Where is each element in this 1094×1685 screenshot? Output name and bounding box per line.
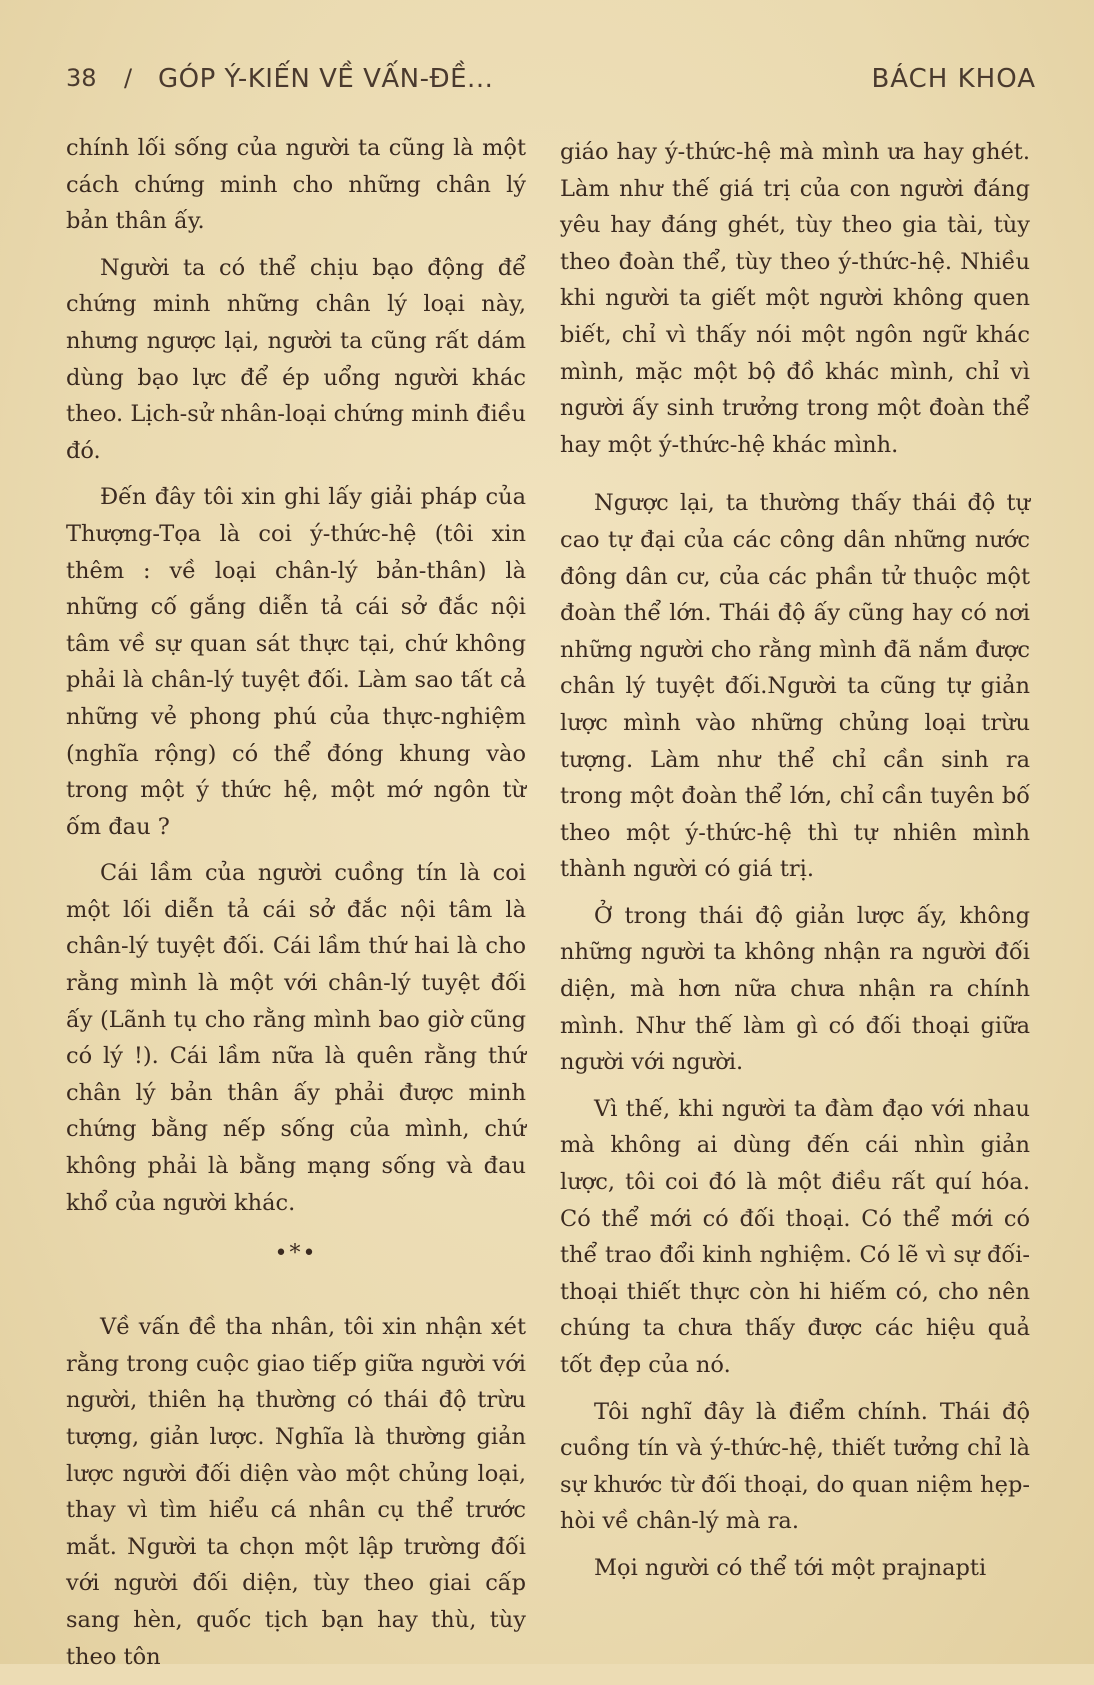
- magazine-name: BÁCH KHOA: [871, 64, 1036, 94]
- right-column: [560, 134, 1030, 1597]
- paragraph: Mọi người có thể tới một prajnapti: [594, 1554, 987, 1581]
- paragraph: Người ta có thể chịu bạo động để chứng minh những chân lý loại này, nhưng ngược lại, người ta cũng rất dám dùng bạo lực để ép uổng người khác theo. Lịch-sử nhân-loại chứng minh điều đó.: [66, 254, 526, 464]
- paragraph: Ngược lại, ta thường thấy thái độ tự cao tự đại của các công dân những nước đông dân cư, của các phần tử thuộc một đoàn thể lớn. Thái độ ấy cũng hay có nơi những người cho rằng mình đã nắm được chân lý tuyệt đối.Người ta cũng tự giản lược mình vào những chủng loại trừu tượng. Làm như thể chỉ cần sinh ra trong một đoàn thể lớn, chỉ cần tuyên bố theo một ý-thức-hệ thì tự nhiên mình thành người có giá trị.: [560, 490, 1030, 883]
- paragraph: Đến đây tôi xin ghi lấy giải pháp của Thượng-Tọa là coi ý-thức-hệ (tôi xin thêm : về loại chân-lý bản-thân) là những cố gắng diễn tả cái sở đắc nội tâm về sự quan sát thực tại, chứ không phải là chân-lý tuyệt đối. Làm sao tất cả những vẻ phong phú của thực-nghiệm (nghĩa rộng) có thể đóng khung vào trong một ý thức hệ, một mớ ngôn từ ốm đau ?: [66, 484, 526, 840]
- section-divider: •*•: [274, 1241, 318, 1267]
- running-header: [66, 60, 1036, 100]
- paragraph: chính lối sống của người ta cũng là một cách chứng minh cho những chân lý bản thân ấy.: [66, 135, 526, 235]
- paragraph: Ở trong thái độ giản lược ấy, không những người ta không nhận ra người đối diện, mà hơn nữa chưa nhận ra chính mình. Như thế làm gì có đối thoại giữa người với người.: [560, 902, 1030, 1076]
- paragraph: Vì thế, khi người ta đàm đạo với nhau mà không ai dùng đến cái nhìn giản lược, tôi coi đó là một điều rất quí hóa. Có thể mới có đối thoại. Có thể mới có thể trao đổi kinh nghiệm. Có lẽ vì sự đối-thoại thiết thực còn hi hiếm có, cho nên chúng ta chưa thấy được các hiệu quả tốt đẹp của nó.: [560, 1095, 1030, 1378]
- paragraph: Cái lầm của người cuồng tín là coi một lối diễn tả cái sở đắc nội tâm là chân-lý tuyệt đối. Cái lầm thứ hai là cho rằng mình là một với chân-lý tuyệt đối ấy (Lãnh tụ cho rằng mình bao giờ cũng có lý !). Cái lầm nữa là quên rằng thứ chân lý bản thân ấy phải được minh chứng bằng nếp sống của mình, chứ không phải là bằng mạng sống và đau khổ của người khác.: [66, 860, 526, 1216]
- paragraph: Về vấn đề tha nhân, tôi xin nhận xét rằng trong cuộc giao tiếp giữa người với người, thiên hạ thường có thái độ trừu tượng, giản lược. Nghĩa là thường giản lược người đối diện vào một chủng loại, thay vì tìm hiểu cá nhân cụ thể trước mắt. Người ta chọn một lập trường đối với người đối diện, tùy theo giai cấp sang hèn, quốc tịch bạn hay thù, tùy theo tôn: [66, 1314, 526, 1670]
- paragraph-gap: [560, 473, 1030, 485]
- page-number: 38: [66, 64, 97, 92]
- paragraph: giáo hay ý-thức-hệ mà mình ưa hay ghét. Làm như thế giá trị của con người đáng yêu hay đáng ghét, tùy theo gia tài, tùy theo đoàn thể, tùy theo ý-thức-hệ. Nhiều khi người ta giết một người không quen biết, chỉ vì thấy nói một ngôn ngữ khác mình, mặc một bộ đồ khác mình, chỉ vì người ấy sinh trưởng trong một đoàn thể hay một ý-thức-hệ khác mình.: [560, 139, 1030, 458]
- header-separator: /: [124, 64, 133, 92]
- running-title: GÓP Ý-KIẾN VỀ VẤN-ĐỀ...: [158, 64, 494, 94]
- left-column: [66, 130, 526, 1685]
- paragraph: Tôi nghĩ đây là điểm chính. Thái độ cuồng tín và ý-thức-hệ, thiết tưởng chỉ là sự khước từ đối thoại, do quan niệm hẹp-hòi về chân-lý mà ra.: [560, 1398, 1030, 1535]
